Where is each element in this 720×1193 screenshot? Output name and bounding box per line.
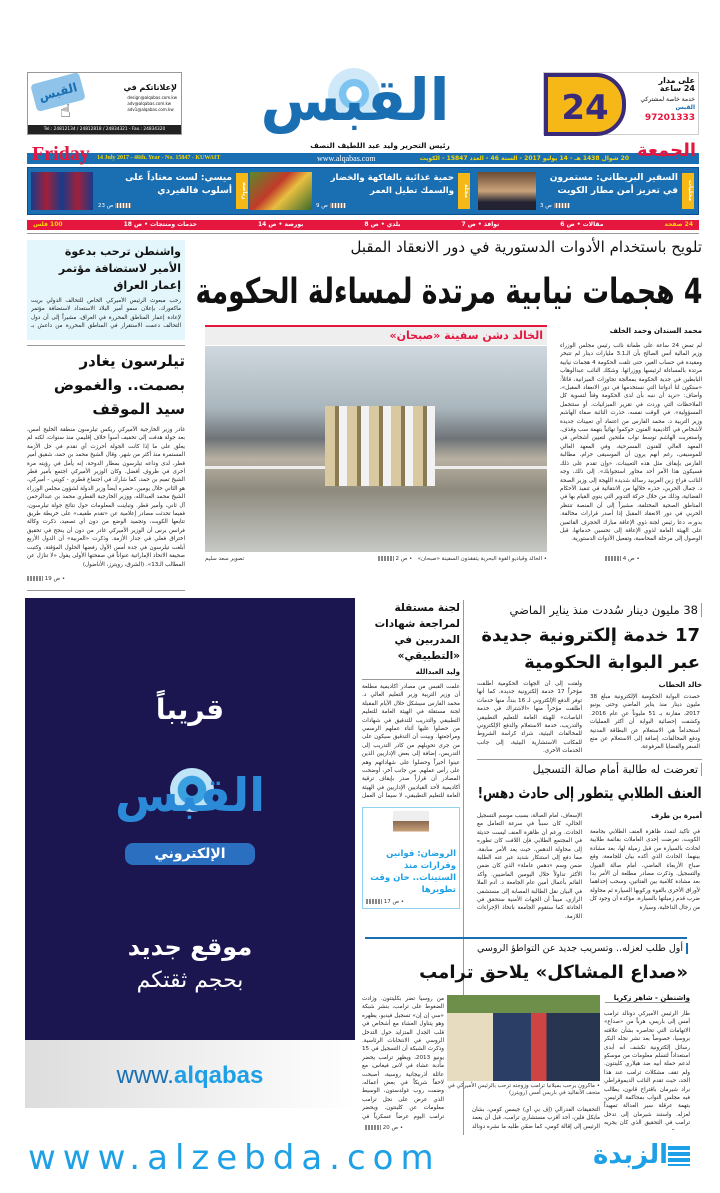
trump-photo-caption: • ماكرون يرحب بميلانيا ترامب وزوجته ترحب بالرئيس الأميركي في متحف الأنفاليد في باريس أمس (رويترز) (447, 1083, 600, 1096)
violence-body-1: في تأكيد لتمدد ظاهرة العنف الطلابي بجامعة الكويت، تعرضت إحدى العاملات بقائمة طلابية لحادث بالسيارة من قبل زميلة لها، بعد مشادة بينهما. الحادث الذي أكده بيان للجامعة، وقع صباح الأربعاء الماضي، أمام صالة القبول والتسجيل. وذكرت مصادر مطلعة أن الأمر بدأ بعد مشادة كلامية بين الفتاتين، وسحب إحداهما لأوراق الأخرى بالقوة وركوبها السيارة ثم محاولة ضرب قدم زميلتها بالسيارة، مؤكدة أن وجود كل من رجال الداخلية، وسيارة (590, 829, 700, 911)
rawdan-page-ref[interactable]: ص 17 • (366, 899, 456, 905)
index-item[interactable]: خدمات ومنتجات • ص 18 (123, 221, 197, 228)
ad-sub: الإلكتروني (125, 843, 255, 865)
violence-headline-wrap (478, 784, 702, 802)
menu-lines-icon (668, 1146, 690, 1166)
eservices-kicker: 38 مليون دينار سُددت منذ يناير الماضي (478, 603, 702, 617)
section-tag: محليات (682, 173, 694, 209)
photo-title-bar (205, 325, 547, 345)
ad-24-line1: على مدار (658, 76, 695, 85)
ad-left[interactable] (27, 72, 182, 135)
ad-line2: بحجم ثقتكم (136, 968, 244, 993)
divider (365, 937, 687, 939)
lead-page-ref[interactable]: ص 4 • (605, 556, 640, 562)
trump-kicker: أول طلب لعزله.. وتسريب جديد عن التواطؤ الروسي (440, 943, 688, 954)
rawdan-photo (393, 811, 429, 845)
ad-soon: قريباً (155, 693, 225, 726)
committee-story[interactable] (362, 600, 460, 935)
violence-kicker: تعرضت له طالبة أمام صالة التسجيل (478, 763, 702, 776)
committee-headline: لجنة مستقلة لمراجعة شهادات المدربين في «التطبيقي» (374, 602, 460, 662)
arrow-icon (330, 203, 346, 208)
eservices-body-2: ولفتت إلى أن الجهات الحكومية أطلقت مؤخراً 17 خدمة إلكترونية جديدة، كما أنها توفر الدفع الإلكتروني لـ 16 بنداً، منها خدمات أطلقت مؤخراً منها «الاشتراك في خدمة الباصات» للهيئة العامة للتعليم التطبيقي والتدريب، خدمة الاستعلام والدفع الإلكتروني للمخالفات البيئية، شراء كراسة الشروط للمكاتب الاستشارية البيئية، إلى جانب الخدمات الأخرى. (477, 681, 582, 755)
ad-line1: موقع جديد (127, 933, 253, 961)
divider (27, 233, 699, 234)
day-ar: الجمعة (636, 140, 696, 161)
teaser-title: السفير البريطاني: مستمرون في تعزيز أمن مطار الكويت (549, 173, 678, 196)
ad-logo: القبس (115, 768, 265, 822)
divider (477, 759, 702, 760)
lead-headline[interactable]: 4 هجمات نيابية مرتدة لمساءلة الحكومة (195, 272, 702, 312)
violence-author: أميرة بن طرف (651, 812, 702, 820)
section-tag: رياضة (236, 173, 248, 209)
lead-author: محمد السندان وحمد الخلف (609, 327, 702, 335)
left-box-body: رحب مبعوث الرئيس الأميركي الخاص للتحالف الدولي بريت ماكغورك، بإعلان سمو أمير البلاد الاستعداد لاستضافة مؤتمر لإعادة إعمار المناطق المحررة في العراق، مشيراً إلى أن دول التحالف دعمت الاستقرار في المناطق المحررة من داعش بـ (31, 298, 181, 330)
teaser-title: حمية غذائية بالفاكهة والخضار والسمك تطيل العمر (330, 173, 454, 196)
date-bar (27, 153, 699, 164)
left-box-headline: واشنطن ترحب بدعوة الأمير لاستضافة مؤتمر إعمار العراق (58, 245, 181, 292)
lead-headline-wrap (195, 265, 702, 319)
newspaper-logo[interactable]: القبس (260, 66, 450, 134)
ad-24-hours[interactable] (543, 72, 699, 135)
index-bar (27, 220, 699, 230)
lead-kicker: تلويح باستخدام الأدوات الدستورية في دور الانعقاد المقبل (350, 238, 702, 256)
ad-left-email: adv1@alqabas.com.kw (127, 107, 174, 112)
ad-24-badge: 24 (544, 73, 626, 136)
arrow-icon (365, 1125, 381, 1130)
committee-body: علمت القبس من مصادر أكاديمية مطلعة أن وزير التربية وزير التعليم العالي د. محمد الفارس سيشكل خلال الأيام المقبلة لجنة مستقلة في الهيئة العامة للتعليم التطبيقي والتدريب للتدقيق في شهادات من حصلوا عليها أثناء عملهم الرسمي ومراجعتها. وبينت أن التدقيق سيكون على من جرى تحويلهم من كادر التدريب إلى التدريس، إضافة إلى بعض الإداريين الذين عينوا أخيراً وحصلوا على شهاداتهم وهم على رأس عملهم. من جانب آخر، أوضحت المصادر أن قراراً صدر بإيقاف ترقية أكاديمية لأحد القياديين الإداريين في الهيئة العامة للتعليم التطبيقي، لا سيما أن العمل (362, 684, 460, 800)
tillerson-page-ref[interactable]: ص 19 • (27, 575, 65, 583)
index-item[interactable]: مقالات • ص 6 (560, 221, 604, 228)
photo-title: الخالد دشن سفينة «صبحان» (389, 329, 543, 342)
editor-line: رئيس التحرير وليد عبد اللطيف النصف (310, 141, 450, 150)
ad-left-logo: القبس (30, 72, 86, 112)
teaser-photo (478, 172, 536, 210)
index-item[interactable]: نوافذ • ص 7 (461, 221, 500, 228)
trump-body-3: من روسيا تضر بكلينتون. وزادت الضغوط على ترامب، بنشر شبكة «سي إن إن» تسجيل فيديو، يظهره وهو يتناول العشاء مع أشخاص في قلب الجدل المتزايد حول التدخل الروسي في الانتخابات الرئاسية. وذكرت الشبكة أن التسجيل في 15 يونيو 2013، ويظهر ترامب يحضر مأدبة عشاء في لاس فيغاس، مع عائلة أذربيجانية روسية، أصبحت لاحقاً شريكاً في بعض أعماله، وضمت روب غولدستون، الوسيط الذي عرض على نجل ترامب معلومات عن كلينتون. ويحضر ترامب اليوم عرضاً عسكرياً في (362, 996, 444, 1120)
date-en: 14 July 2017 - 46th. Year - No. 15847 - KUWAIT (97, 155, 221, 161)
eservices-headline[interactable]: 17 خدمة إلكترونية جديدة عبر البوابة الحكومية (481, 625, 700, 673)
teaser-magazine[interactable] (250, 168, 474, 214)
teaser-page: ص 9 (316, 203, 346, 209)
rawdan-headline: الروضان: قوانين وقرارات منذ الستينات.. حان وقت تطويرها (370, 849, 456, 895)
page-count: 24 صفحة (664, 221, 693, 228)
teaser-photo (31, 172, 93, 210)
arrow-icon (378, 556, 394, 561)
ad-left-title: لإعلاناتكم في (123, 83, 177, 92)
footer-url[interactable]: www.alzebda.com (28, 1138, 441, 1178)
photo-caption: • الخالد وقياديو القوة البحرية يتفقدون السفينة «صبحان» • ص 2 (290, 556, 547, 562)
committee-author: وليد العبدالله (362, 668, 460, 680)
website-link[interactable]: www.alqabas.com (317, 154, 376, 163)
ad-24-phone: 97201333 (644, 113, 695, 123)
teaser-photo (250, 172, 312, 210)
arrow-icon (605, 556, 621, 561)
trump-photo (447, 995, 600, 1081)
trump-body-2: التحقيقات الفدرالي (إف بي آي) جيمس كومي، بشأن مايكل فلين، أحد أقرب مستشاري ترامب، قبل أن يعمد الرئيس إلى إقالة كومي، كما ضمّن طلبه ما نشره دونالد (472, 1107, 600, 1130)
teaser-page: ص 23 (98, 203, 131, 209)
arrow-icon (554, 203, 570, 208)
lead-body: لم تمض 24 ساعة على طمأنة نائب رئيس مجلس الوزراء وزير المالية أنس الصالح بأن الـ3.1 مليارات دينار لم تتبخر ومقيدة في حساب الغير، حتى تلقت الحكومة 4 هجمات نيابية مرتدة بالمساءلة لرئيسها ووزرائها. وشكك النائب عبدالوهاب البابطين في جدية الحكومة بمعالجة تجاوزات الميزانية، قائلاً: «ستكون لنا أدواتنا التي نستخدمها في دور الانعقاد المقبل»، وأضاف: «نريد أن ننبه بأن لدى الحكومة وقتاً لتسوية كل الملاحظات التي وردت في تقرير الميزانيات، أو ستتحمل المسؤولية». في الوقت نفسه، حذرت النائبة صفاء الهاشم وزير التربية د. محمد الفارس من اعتماد أي تعيينات جديدة لأشخاص في أكاديمية الفنون حوكموا نهائياً بتهمة سب وقذف، واستغربت الهاشم توسط نواب ملتحين لتعيين أشخاص في المعهد العالي للفنون المسرحية، وفي المعهد العالي للموسيقى، رغم أنهم يرون أن الموسيقى حرام، مطالبة الفارس بإيقاف مثل هذه التعيينات، «وإن تقدم على ذلك فسيكون هذا الأمر أحد محاور استجوابك». إلى ذلك، وجه النائب فراج زبن العربيد رسالة شديدة اللهجة إلى وزير الصحة د. جمال الحربي، حذره خلالها من الانتقائية في تنفيذ الأحكام القضائية، وذلك من خلال حركة التدوير التي ينوي القيام بها في المناطق الصحية المختلفة، مشيراً إلى أن المنصة تنتظر الحربي في دور الانعقاد المقبل إذا أصدر قرارات مخالفة. بدوره، دعا رئيس لجنة ذوي الإعاقة مبارك الحجرف القائمين على الهيئة العامة لذوي الإعاقة إلى تحسين خدماتها، قبل الوصول إلى مرحلة المحاسبة، وتفعيل الأدوات الدستورية. (560, 343, 702, 543)
footer-logo[interactable]: الزبدة (590, 1140, 690, 1180)
alqabas-online-ad[interactable] (25, 598, 355, 1108)
violence-body-2: الإسعاف، أمام الصالة، بسبب موسم التسجيل الحالي، كان سبباً في سرعة التعامل مع الحادث. ورغم أن ظاهرة العنف ليست حديثة في المجتمع الطلابي فإن اللافت كان تطوره إلى محاولة الدهس، حيث يعد الأمر سابقة، مما دفع إلى استنكار شديد عبر عنه الطلبة ضمن وسم «دهس عاملة» الذي كان ضمن الأكثر تداولاً خلال اليومين الماضيين. وأكد القائم بأعمال أمين عام الجامعة د. أدم الملا في البيان نقل الطالبة المصابة إلى مستشفى الرازي، مبيناً أن الجهات الأمنية ستحقق في الحادثة كما ستقوم الجامعة باتخاذ الإجراءات اللازمة. (477, 813, 582, 920)
day-en: Friday (32, 143, 90, 165)
date-ar: 20 شوال 1438 هـ - 14 يوليو 2017 - السنة 46 - العدد 15847 - الكويت (419, 155, 629, 162)
violence-headline[interactable]: العنف الطلابي يتطور إلى حادث دهس! (478, 784, 702, 802)
price: 100 فلس (33, 221, 63, 228)
teaser-local[interactable] (474, 168, 698, 214)
arrow-icon (27, 576, 43, 581)
index-item[interactable]: بلدي • ص 8 (364, 221, 401, 228)
trump-headline-wrap (410, 961, 688, 985)
left-box[interactable] (27, 240, 185, 340)
tillerson-story[interactable] (27, 345, 185, 591)
hand-cursor-icon: ☝ (60, 101, 71, 122)
teaser-strip (27, 167, 699, 215)
tillerson-headline: تيلرسون يغادر بصمت.. والغموض سيد الموقف (53, 352, 185, 418)
eservices-author: خالد الحطاب (658, 681, 702, 689)
lead-photo (205, 346, 547, 552)
ad-24-line2: 24 ساعة (659, 84, 695, 93)
section-tag: مجلة (458, 173, 470, 209)
tillerson-body: غادر وزير الخارجية الأميركي ريكس تيلرسون منطقة الخليج أمس، بعد جولة هدفت إلى تخفيف أسوأ خلاف إقليمي منذ سنوات، لكنه لم يعلق على ما إذا كانت الجولة أحرزت أي تقدم في حل الأزمة المستمرة منذ أكثر من شهر. وقال الشيخ محمد بن حمد، شقيق أمير قطر، لدى وداعه تيلرسون بمطار الدوحة، إنه يأمل في رؤيته مرة أخرى في ظروف أفضل. وكان الوزير الأميركي اجتمع بأمير قطر الشيخ تميم بن حمد، كما شارك في اجتماع قطري - كويتي - أميركي، هو الثاني خلال يومين، حضره أيضاً وزير الدولة لشؤون مجلس الوزراء الشيخ محمد العبدالله، ووزير الخارجية القطري محمد بن عبدالرحمن آل ثاني، وأمير قطر. وتباينت المعلومات حول نتائج جولة تيلرسون، ففيما تحدثت مصادر إعلامية عن «تقدم طفيف» على خريطة طريق تتابعها الكويت، وتجميد الوضع من دون أي تصعيد، ذكرت وكالة فرانس برس أن الوزير الأميركي غادر من دون أن ينجح في تحقيق اختراق فعلي في جدار الأزمة. وذكرت «العربية» أن الدول الأربع أبلغت تيلرسون في جدة أمس الأول رفضها الحلول المؤقتة. وكتبت صحيفة الاتحاد الإماراتية عنواناً في صفحتها الأولى يقول «لا تنازل عن المطالب الـ13». (الشرق، رويترز، الأناضول) (27, 427, 185, 568)
eservices-body-1: حصدت البوابة الحكومية الإلكترونية مبلغ 38 مليون دينار منذ يناير الماضي وحتى يونيو 2017، مقارنة بـ 51 مليوناً عن عام 2016. وكشفت إحصائية البوابة أن أكثر العمليات استخداماً هي الاستعلام عن البطاقة المدنية ودفع المخالفات، إضافة إلى الاستعلام عن منع السفر والقضايا المرفوعة. (590, 694, 700, 751)
photo-credit: تصوير سعد سليم (205, 556, 245, 562)
ad-url[interactable]: www.alqabas (116, 1062, 264, 1089)
teaser-sports[interactable] (28, 168, 252, 214)
trump-headline[interactable]: «صداع المشاكل» يلاحق ترامب (419, 962, 688, 983)
ad-left-phones: Tel.: 24812134 / 24812818 / 24834321 - Fax.: 24834320 (28, 125, 181, 134)
teaser-page: ص 3 (540, 203, 570, 209)
ad-24-logo: القبس (675, 104, 695, 111)
teaser-title: ميسي: لست معتاداً على أسلوب فالفيردي (125, 173, 232, 196)
index-item[interactable]: بورصة • ص 14 (257, 221, 304, 228)
trump-body-1: طار الرئيس الأميركي دونالد ترامب أمس إلى باريس، هرباً من «صداع» الاتهامات التي تحاصره بشأن علاقته بروسيا، خصوصاً بعد نشر نجله البكر رسائل إلكترونية تكشف أنه أبدى استعداداً لتسلم معلومات من موسكو لدعم حملة أبيه ضد هيلاري كلينتون. ولم تقف مشكلات ترامب عند هذا الحد، حيث تقدم النائب الديموقراطي براد شيرمان باقتراح قانون، يطالب فيه مجلس النواب بمحاكمة الرئيس، بتهمة عرقلة سير العدالة تمهيداً لعزله. واستند شيرمان إلى تدخل ترامب في التحقيق الذي كان يجريه (604, 1011, 690, 1127)
ad-left-email: adv@alqabas.com.kw (127, 101, 172, 106)
rawdan-box[interactable] (362, 807, 460, 909)
arrow-icon (366, 899, 382, 904)
arrow-icon (115, 203, 131, 208)
trump-author: واشنطن - شاهر زكريا (605, 994, 690, 1003)
ad-left-email: design@alqabas.com.kw (127, 95, 177, 100)
trump-page-ref[interactable]: ص 20 • (365, 1125, 403, 1131)
ad-24-line3: خدمة خاصة لمشتركي (640, 96, 695, 103)
